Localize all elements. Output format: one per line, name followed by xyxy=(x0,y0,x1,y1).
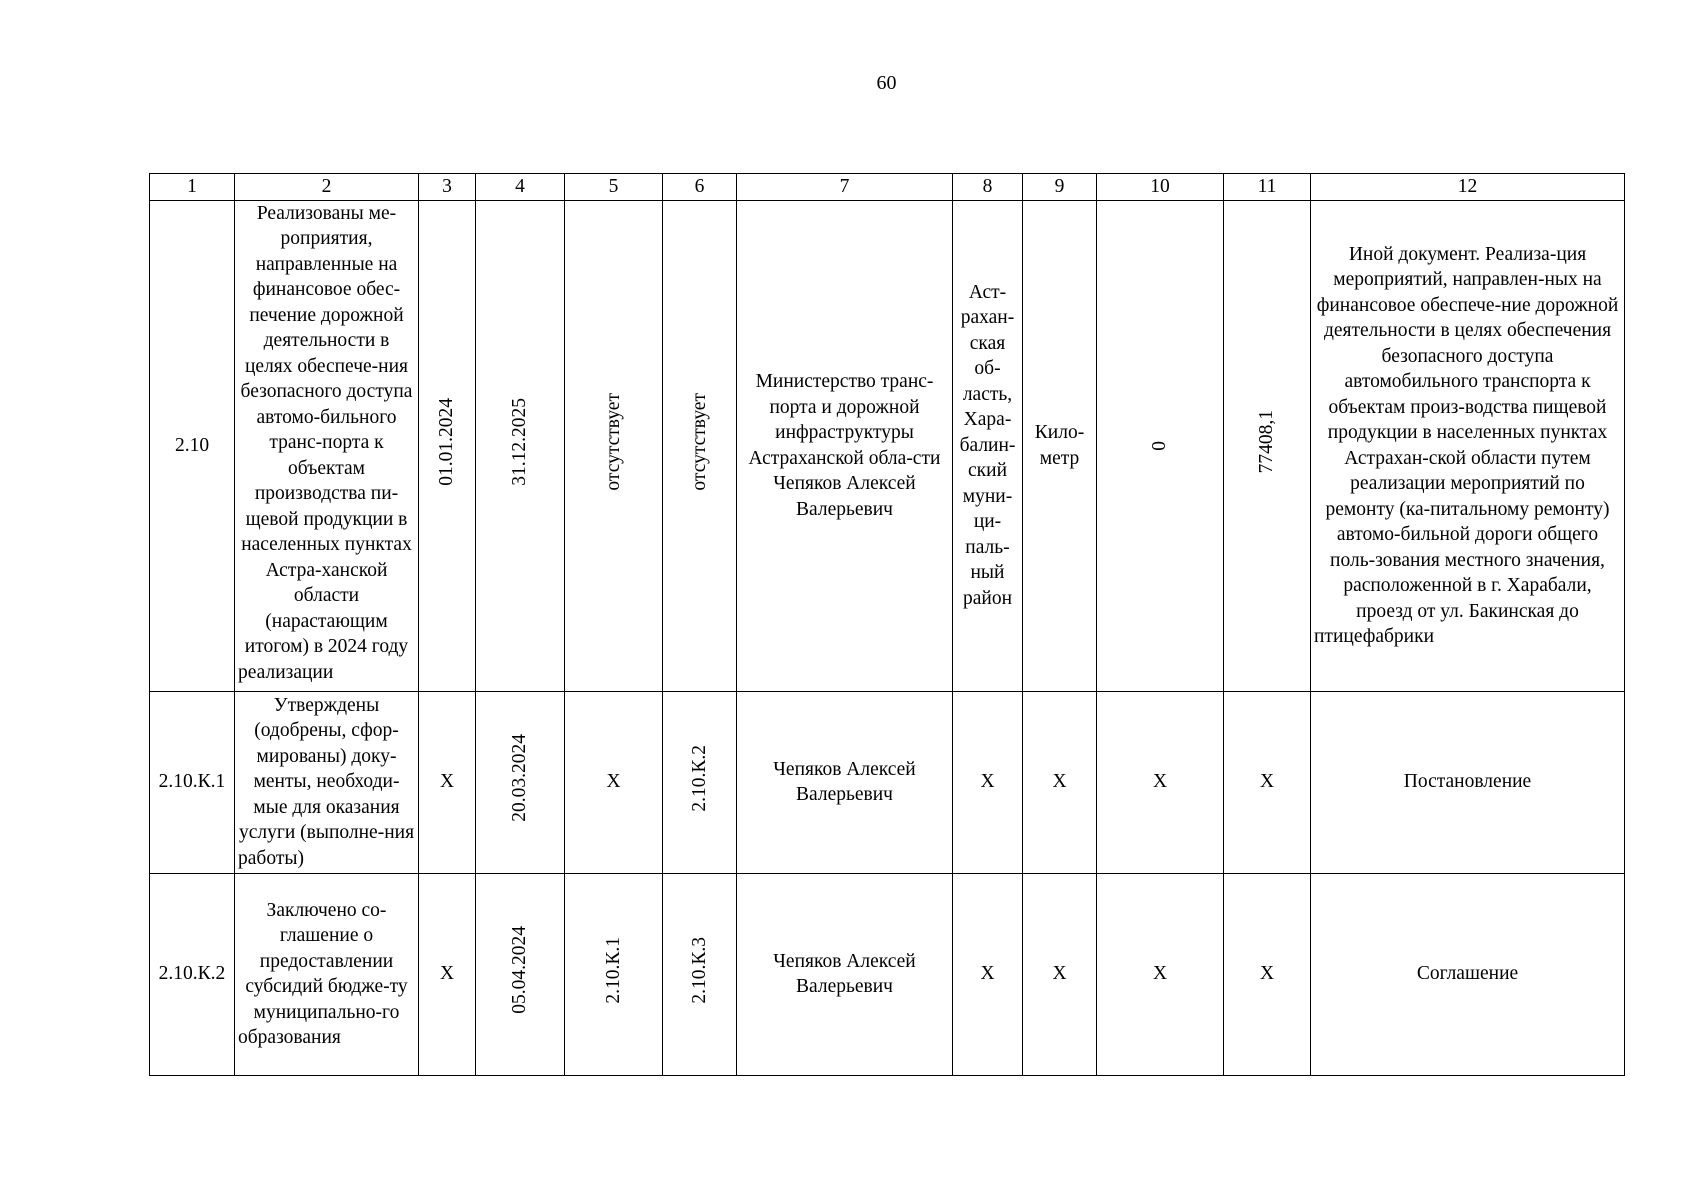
unit: X xyxy=(1023,691,1097,873)
amount: X xyxy=(1224,873,1311,1075)
header-row xyxy=(150,174,1625,201)
header-cell: 7 xyxy=(737,174,953,201)
responsible: Министерство транс-порта и дорожной инфраструктуры Астраханской обла-сти Чепяков Алексей Валерьевич xyxy=(737,200,953,691)
result-name: Заключено со-глашение о предоставлении субсидий бюдже-ту муниципально-го образования xyxy=(235,873,419,1075)
predecessor-cell xyxy=(565,873,663,1075)
header-cell: 12 xyxy=(1311,174,1625,201)
predecessor: 2.10.К.1 xyxy=(602,936,624,1004)
end-date-cell xyxy=(476,691,565,873)
table-row xyxy=(150,873,1625,1075)
successor: отсутствует xyxy=(688,392,710,491)
value-cell xyxy=(1097,200,1224,691)
successor-cell xyxy=(663,200,737,691)
plan-table xyxy=(149,173,1625,1076)
row-number: 2.10.К.2 xyxy=(150,873,235,1075)
unit: X xyxy=(1023,873,1097,1075)
start-date: X xyxy=(419,691,476,873)
base-value: 0 xyxy=(1149,441,1171,451)
amount: X xyxy=(1224,691,1311,873)
successor: 2.10.К.3 xyxy=(688,936,710,1004)
predecessor: отсутствует xyxy=(602,392,624,491)
amount-cell xyxy=(1224,200,1311,691)
successor-cell xyxy=(663,873,737,1075)
header-cell: 4 xyxy=(476,174,565,201)
table-row xyxy=(150,200,1625,691)
end-date: 31.12.2025 xyxy=(509,397,531,486)
table-row xyxy=(150,691,1625,873)
amount: 77408,1 xyxy=(1256,410,1278,474)
territory: Аст-рахан-ская об-ласть, Хара-балин-ский муни-ци-паль-ный район xyxy=(953,200,1023,691)
result-name: Утверждены (одобрены, сфор-мированы) доку-менты, необходи-мые для оказания услуги (выполне-ния работы) xyxy=(235,691,419,873)
row-number: 2.10 xyxy=(150,200,235,691)
header-cell: 6 xyxy=(663,174,737,201)
start-date-cell xyxy=(419,200,476,691)
result-name: Реализованы ме-роприятия, направленные на финансовое обес-печение дорожной деятельности в целях обеспече-ния безопасного доступа автомо-бильного транс-порта к объектам производства пи-щевой продукции в населенных пунктах Астра-ханской области (нарастающим итогом) в 2024 году реализации xyxy=(235,200,419,691)
header-cell: 8 xyxy=(953,174,1023,201)
row-number: 2.10.К.1 xyxy=(150,691,235,873)
header-cell: 3 xyxy=(419,174,476,201)
start-date: 01.01.2024 xyxy=(436,397,458,486)
end-date-cell xyxy=(476,873,565,1075)
successor: 2.10.К.2 xyxy=(688,744,710,812)
page-number: 60 xyxy=(876,72,897,94)
predecessor-cell xyxy=(565,200,663,691)
header-cell: 9 xyxy=(1023,174,1097,201)
territory: X xyxy=(953,873,1023,1075)
header-cell: 1 xyxy=(150,174,235,201)
header-cell: 5 xyxy=(565,174,663,201)
document-description: Иной документ. Реализа-ция мероприятий, направлен-ных на финансовое обеспече-ние дорожной деятельности в целях обеспечения безопасного доступа автомобильного транспорта к объектам произ-водства пищевой продукции в населенных пунктах Астрахан-ской области путем реализации мероприятий по ремонту (ка-питальному ремонту) автомо-бильной дороги общего поль-зования местного значения, расположенной в г. Харабали, проезд от ул. Бакинская до птицефабрики xyxy=(1311,200,1625,691)
end-date: 05.04.2024 xyxy=(509,926,531,1015)
header-cell: 11 xyxy=(1224,174,1311,201)
document-description: Постановление xyxy=(1311,691,1625,873)
responsible: Чепяков Алексей Валерьевич xyxy=(737,873,953,1075)
base-value: X xyxy=(1097,873,1224,1075)
end-date: 20.03.2024 xyxy=(509,734,531,823)
header-cell: 10 xyxy=(1097,174,1224,201)
document-description: Соглашение xyxy=(1311,873,1625,1075)
successor-cell xyxy=(663,691,737,873)
unit: Кило-метр xyxy=(1023,200,1097,691)
start-date: X xyxy=(419,873,476,1075)
predecessor: X xyxy=(565,691,663,873)
end-date-cell xyxy=(476,200,565,691)
territory: X xyxy=(953,691,1023,873)
header-cell: 2 xyxy=(235,174,419,201)
responsible: Чепяков Алексей Валерьевич xyxy=(737,691,953,873)
base-value: X xyxy=(1097,691,1224,873)
